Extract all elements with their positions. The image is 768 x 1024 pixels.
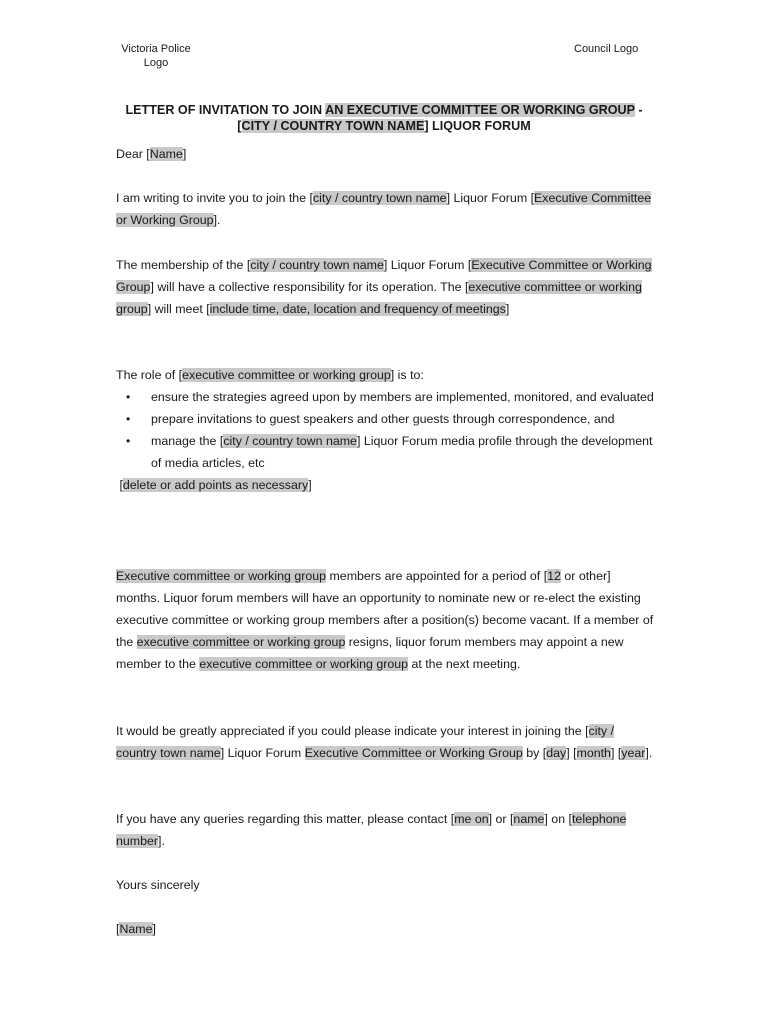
paragraph-membership — [116, 254, 656, 320]
paragraph-role — [116, 364, 656, 496]
text-run: members are appointed for a period of [ — [326, 569, 548, 583]
logo-left-line2: Logo — [143, 57, 169, 69]
bullet-icon: • — [126, 412, 131, 426]
title-part5: ] LIQUOR FORUM — [424, 119, 531, 133]
paragraph-appointment — [116, 565, 656, 675]
paragraph-invitation — [116, 187, 656, 231]
title-town-placeholder: CITY / COUNTRY TOWN NAME — [241, 119, 425, 133]
text-run: [ — [116, 478, 123, 492]
committee-placeholder: executive committee or working group — [136, 635, 346, 649]
text-run: by [ — [522, 746, 547, 760]
committee-placeholder: Executive committee or working group — [116, 569, 327, 583]
committee-placeholder: Executive Committee or Working Group — [304, 746, 523, 760]
signature — [116, 918, 656, 940]
text-run: ] — [505, 302, 510, 316]
town-placeholder: city / country town name — [250, 258, 384, 272]
text-run: I am writing to invite you to join the [ — [116, 191, 313, 205]
text-run: ] Liquor Forum [ — [446, 191, 535, 205]
text-run: ]. — [158, 834, 165, 848]
text-run: It would be greatly appreciated if you could please indicate your interest in joining the [ — [116, 724, 589, 738]
list-item — [116, 430, 656, 474]
period-placeholder: 12 — [547, 569, 561, 583]
town-placeholder: city / country town name — [312, 191, 447, 205]
salutation-name-placeholder: Name — [149, 147, 183, 161]
text-run: ] Liquor Forum — [220, 746, 305, 760]
title-committee-placeholder: AN EXECUTIVE COMMITTEE OR WORKING GROUP — [325, 103, 635, 117]
contact-placeholder: me on — [454, 812, 489, 826]
salutation-post: ] — [182, 147, 187, 161]
text-run: ] [ — [566, 746, 577, 760]
text-run: The role of [ — [116, 368, 183, 382]
committee-placeholder: Executive Committee or Working Group — [116, 191, 652, 227]
logo-left-line1: Victoria Police — [121, 43, 191, 55]
salutation-pre: Dear [ — [116, 147, 150, 161]
salutation — [116, 143, 656, 165]
committee-placeholder: Executive Committee or Working Group — [116, 258, 652, 294]
text-run: ] — [308, 478, 312, 492]
text-run: [ — [116, 922, 120, 936]
text-run: ] Liquor Forum [ — [383, 258, 472, 272]
edit-note — [116, 474, 656, 496]
list-item-text: ensure the strategies agreed upon by members are implemented, monitored, and evaluated — [151, 390, 654, 404]
text-run: or other] months. Liquor forum members will have an opportunity to nominate new or re-elect the existing executive committee or working group members after a position(s) become vacant. If a member of the — [116, 569, 654, 649]
role-bullet-list — [116, 386, 656, 474]
paragraph-contact — [116, 808, 656, 852]
text-run: ] [ — [610, 746, 622, 760]
committee-placeholder: executive committee or working group — [182, 368, 391, 382]
day-placeholder: day — [546, 746, 567, 760]
text-run: ] will have a collective responsibility for its operation. The [ — [150, 280, 469, 294]
text-run: ] Liquor Forum media profile through the development of media articles, etc — [151, 434, 653, 470]
letter-title — [116, 102, 652, 134]
text-run: ]. — [645, 746, 653, 760]
text-run: ]. — [213, 213, 221, 227]
telephone-placeholder: telephone number — [116, 812, 627, 848]
text-run: ] will meet [ — [147, 302, 210, 316]
text-run: If you have any queries regarding this matter, please contact [ — [116, 812, 455, 826]
name-placeholder: name — [513, 812, 545, 826]
month-placeholder: month — [576, 746, 611, 760]
paragraph-response-request — [116, 720, 656, 764]
council-logo-placeholder: Council Logo — [574, 43, 639, 55]
role-intro — [116, 364, 656, 386]
bullet-icon: • — [126, 434, 131, 448]
text-run: at the next meeting. — [408, 657, 521, 671]
edit-note-placeholder: delete or add points as necessary — [122, 478, 309, 492]
list-item-text: prepare invitations to guest speakers and other guests through correspondence, and — [151, 412, 615, 426]
text-run: ] on [ — [544, 812, 572, 826]
committee-placeholder: executive committee or working group — [116, 280, 642, 316]
town-placeholder: city / country town name — [116, 724, 614, 760]
signature-name-placeholder: Name — [119, 922, 153, 936]
text-run: ] or [ — [488, 812, 514, 826]
text-run: The membership of the [ — [116, 258, 251, 272]
list-item — [116, 386, 656, 408]
text-run: ] — [152, 922, 156, 936]
text-run: resigns, liquor forum members may appoint a new member to the — [116, 635, 624, 671]
bullet-icon: • — [126, 390, 131, 404]
title-part3: - [ — [237, 103, 643, 133]
closing: Yours sincerely — [116, 878, 200, 892]
list-item — [116, 408, 656, 430]
title-part1: LETTER OF INVITATION TO JOIN — [125, 103, 326, 117]
victoria-police-logo-placeholder — [116, 42, 196, 70]
committee-placeholder: executive committee or working group — [199, 657, 409, 671]
meeting-details-placeholder: include time, date, location and frequency of meetings — [209, 302, 506, 316]
year-placeholder: year — [621, 746, 646, 760]
town-placeholder: city / country town name — [223, 434, 357, 448]
text-run: ] is to: — [390, 368, 424, 382]
text-run: manage the [ — [151, 434, 224, 448]
